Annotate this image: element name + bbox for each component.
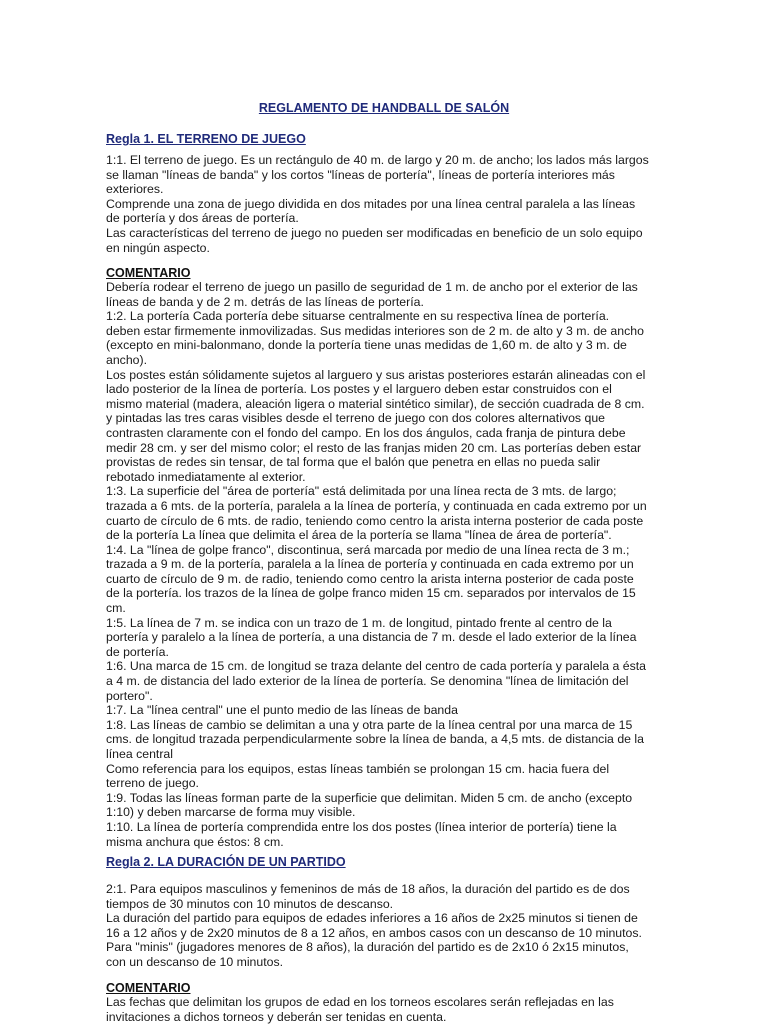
text-line: de la portería La línea que delimita el área de la portería se llama "línea de área de portería".	[106, 528, 612, 543]
text-line: terreno de juego.	[106, 776, 199, 791]
text-line: (excepto en mini-balonmano, donde la portería tiene unas medidas de 1,60 m. de alto y 3 m. de	[106, 338, 627, 353]
text-line: 1:10. La línea de portería comprendida entre los dos postes (línea interior de portería) tiene la	[106, 819, 617, 834]
text-line: 1:5. La línea de 7 m. se indica con un trazo de 1 m. de longitud, pintado frente al centro de la	[106, 615, 612, 630]
text-line: 1:8. Las líneas de cambio se delimitan a una y otra parte de la línea central por una marca de 15	[106, 717, 633, 732]
text-line: 16 a 12 años y de 2x20 minutos de 8 a 12 años, en ambos casos con un descanso de 10 minutos.	[106, 925, 642, 940]
text-line: Los postes están sólidamente sujetos al larguero y sus aristas posteriores estarán alineadas con el	[106, 367, 646, 382]
text-line: deben estar firmemente inmovilizadas. Sus medidas interiores son de 2 m. de alto y 3 m. de ancho	[106, 323, 644, 338]
text-line: mismo material (madera, aleación ligera o material sintético similar), de sección cuadrada de 8 cm.	[106, 396, 645, 411]
text-line: 1:1. El terreno de juego. Es un rectángulo de 40 m. de largo y 20 m. de ancho; los lados más largos	[106, 153, 649, 167]
regla-2-text	[106, 882, 666, 970]
text-line: cuarto de círculo de 6 mts. de radio, teniendo como centro la arista interna posterior de cada poste	[106, 513, 644, 528]
text-line: líneas de banda y de 2 m. detrás de las líneas de portería.	[106, 294, 424, 309]
text-line: de portería y dos áreas de portería.	[106, 211, 299, 226]
text-line: Las fechas que delimitan los grupos de edad en los torneos escolares serán reflejadas en las	[106, 995, 614, 1009]
text-line: invitaciones a dichos torneos y deberán ser tenidas en cuenta.	[106, 1009, 447, 1024]
text-line: La duración del partido para equipos de edades inferiores a 16 años de 2x25 minutos si tienen de	[106, 911, 638, 926]
regla-1-text	[106, 153, 666, 255]
comentario-1-label: COMENTARIO	[106, 266, 191, 280]
text-line: portería y paralelo a la línea de portería, a una distancia de 7 m. desde el lado exterior de la línea	[106, 630, 637, 645]
regla-1-heading: Regla 1. EL TERRENO DE JUEGO	[106, 132, 306, 146]
text-line: 1:9. Todas las líneas forman parte de la superficie que delimitan. Miden 5 cm. de ancho (excepto	[106, 790, 633, 805]
text-line: medir 28 cm. y ser del mismo color; el resto de las franjas miden 20 cm. Las porterías deben estar	[106, 440, 642, 455]
text-line: trazada a 6 mts. de la portería, paralela a la línea de portería, y continuada en cada extremo por un	[106, 498, 647, 513]
text-line: se llaman "líneas de banda" y los cortos "líneas de portería", líneas de portería interiores más	[106, 167, 615, 182]
text-line: misma anchura que éstos: 8 cm.	[106, 834, 284, 849]
text-line: de la portería. los trazos de la línea de golpe franco miden 15 cm. separados por intervalos de 15	[106, 586, 636, 601]
text-line: rebotado inmediatamente al exterior.	[106, 469, 306, 484]
text-line: Las características del terreno de juego no pueden ser modificadas en beneficio de un solo equipo	[106, 225, 643, 240]
text-line: exteriores.	[106, 182, 164, 197]
text-line: tiempos de 30 minutos con 10 minutos de descanso.	[106, 896, 394, 911]
text-line: ancho).	[106, 352, 148, 367]
text-line: 2:1. Para equipos masculinos y femeninos de más de 18 años, la duración del partido es de dos	[106, 882, 630, 896]
text-line: con un descanso de 10 minutos.	[106, 954, 284, 969]
text-line: lado posterior de la línea de portería. Los postes y el larguero deben estar construidos con el	[106, 382, 612, 397]
text-line: trazada a 9 m. de la portería, paralela a la línea de portería y continuada en cada extremo por un	[106, 557, 634, 572]
text-line: Como referencia para los equipos, estas líneas también se prolongan 15 cm. hacia fuera del	[106, 761, 610, 776]
text-line: cuarto de círculo de 9 m. de radio, teniendo como centro la arista interna posterior de cada poste	[106, 571, 634, 586]
text-line: 1:7. La "línea central" une el punto medio de las líneas de banda	[106, 703, 458, 718]
comentario-2-label: COMENTARIO	[106, 981, 191, 995]
text-line: en ningún aspecto.	[106, 240, 210, 255]
text-line: 1:2. La portería Cada portería debe situarse centralmente en su respectiva línea de portería.	[106, 309, 610, 324]
text-line: contrasten claramente con el fondo del campo. En los dos ángulos, cada franja de pintura debe	[106, 425, 626, 440]
text-line: y pintadas las tres caras visibles desde el terreno de juego con dos colores alternativos que	[106, 411, 605, 426]
text-line: 1:3. La superficie del "área de portería" está delimitada por una línea recta de 3 mts. de largo;	[106, 484, 617, 499]
text-line: 1:4. La "línea de golpe franco", discontinua, será marcada por medio de una línea recta de 3 m.;	[106, 542, 630, 557]
text-line: línea central	[106, 747, 173, 761]
regla-2-heading: Regla 2. LA DURACIÓN DE UN PARTIDO	[106, 855, 346, 869]
text-line: a 4 m. de distancia del lado exterior de la línea de portería. Se denomina "línea de limitación del	[106, 674, 629, 689]
text-line: Para "minis" (jugadores menores de 8 años), la duración del partido es de 2x10 ó 2x15 minutos,	[106, 940, 629, 955]
comentario-2-text	[106, 995, 666, 1024]
text-line: 1:6. Una marca de 15 cm. de longitud se traza delante del centro de cada portería y paralela a ésta	[106, 659, 647, 674]
text-line: Comprende una zona de juego dividida en dos mitades por una línea central paralela a las líneas	[106, 196, 636, 211]
text-line: 1:10) y deben marcarse de forma muy visible.	[106, 805, 356, 820]
text-line: portero".	[106, 688, 153, 703]
text-line: de portería.	[106, 644, 169, 659]
comentario-1-text	[106, 280, 666, 849]
text-line: cms. de longitud trazada perpendicularmente sobre la línea de banda, a 4,5 mts. de distancia de la	[106, 732, 644, 747]
text-line: Debería rodear el terreno de juego un pasillo de seguridad de 1 m. de ancho por el exterior de las	[106, 280, 638, 294]
document-title: REGLAMENTO DE HANDBALL DE SALÓN	[258, 101, 510, 115]
text-line: cm.	[106, 601, 126, 616]
text-line: provistas de redes sin tensar, de tal forma que el balón que penetra en ellas no pueda salir	[106, 455, 601, 470]
